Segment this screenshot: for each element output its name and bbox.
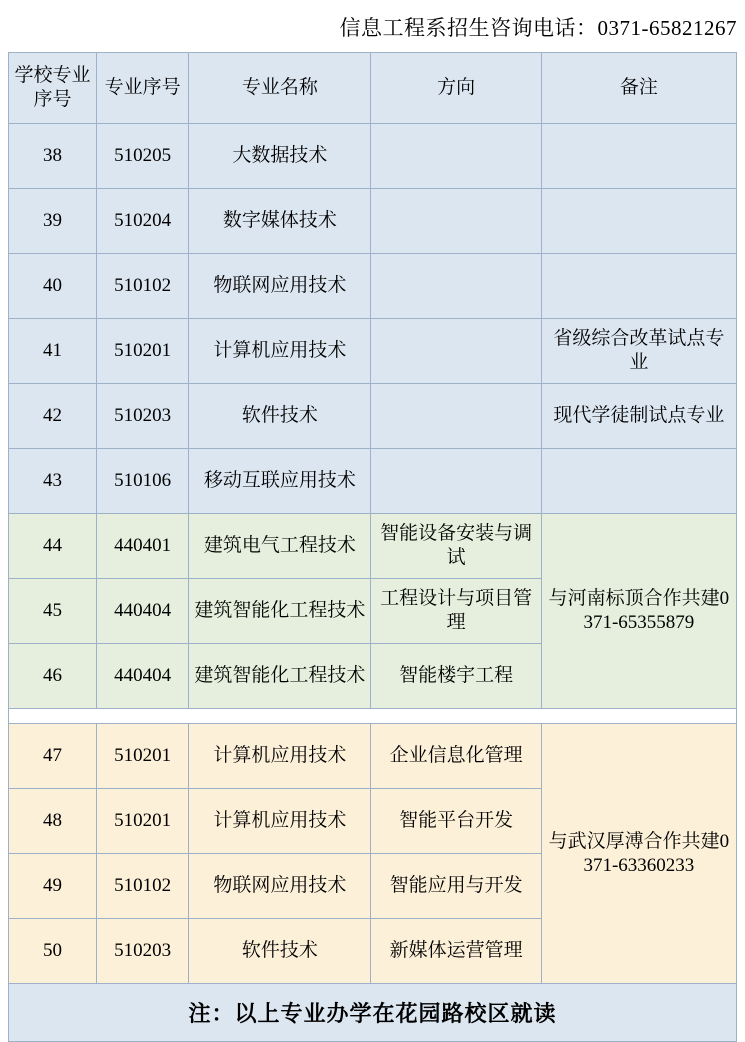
majors-table: [8, 52, 737, 984]
cell-code: 510201: [97, 724, 189, 789]
cell-code: 510106: [97, 449, 189, 514]
cell-direction: [371, 124, 541, 189]
page-title: 信息工程系招生咨询电话：0371-65821267: [339, 16, 737, 40]
cell-code: 510102: [97, 254, 189, 319]
cell-remark: 现代学徒制试点专业: [541, 384, 736, 449]
group-spacer: [9, 709, 737, 724]
cell-remark: [541, 124, 736, 189]
cell-direction: [371, 449, 541, 514]
cell-direction: [371, 189, 541, 254]
column-header-major-no: 专业序号: [97, 53, 189, 124]
cell-name: 大数据技术: [189, 124, 371, 189]
cell-no: 41: [9, 319, 97, 384]
cell-no: 42: [9, 384, 97, 449]
cell-code: 440404: [97, 644, 189, 709]
cell-code: 510205: [97, 124, 189, 189]
cell-code: 510204: [97, 189, 189, 254]
cell-name: 建筑智能化工程技术: [189, 644, 371, 709]
cell-direction: 智能楼宇工程: [371, 644, 541, 709]
table-body: [9, 124, 737, 984]
table-row: [9, 449, 737, 514]
cell-no: 47: [9, 724, 97, 789]
cell-name: 软件技术: [189, 919, 371, 984]
table-row: [9, 319, 737, 384]
cell-remark: [541, 254, 736, 319]
cell-remark: 省级综合改革试点专业: [541, 319, 736, 384]
cell-name: 计算机应用技术: [189, 724, 371, 789]
table-row: [9, 254, 737, 319]
cell-name: 计算机应用技术: [189, 789, 371, 854]
cell-no: 45: [9, 579, 97, 644]
cell-no: 39: [9, 189, 97, 254]
column-header-direction: 方向: [371, 53, 541, 124]
table-row: [9, 724, 737, 789]
cell-no: 40: [9, 254, 97, 319]
cell-code: 510203: [97, 384, 189, 449]
table-header: [9, 53, 737, 124]
cell-no: 49: [9, 854, 97, 919]
cell-direction: 智能设备安装与调试: [371, 514, 541, 579]
cell-name: 软件技术: [189, 384, 371, 449]
cell-name: 移动互联应用技术: [189, 449, 371, 514]
cell-name: 建筑电气工程技术: [189, 514, 371, 579]
cell-direction: [371, 319, 541, 384]
cell-no: 38: [9, 124, 97, 189]
cell-no: 44: [9, 514, 97, 579]
table-row: [9, 124, 737, 189]
footer-note: 注：以上专业办学在花园路校区就读: [8, 984, 737, 1042]
cell-code: 440401: [97, 514, 189, 579]
cell-code: 440404: [97, 579, 189, 644]
cell-direction: [371, 384, 541, 449]
cell-name: 物联网应用技术: [189, 254, 371, 319]
table-header-row: [9, 53, 737, 124]
cell-remark: [541, 449, 736, 514]
cell-code: 510201: [97, 319, 189, 384]
table-row: [9, 189, 737, 254]
cell-remark: [541, 189, 736, 254]
table-row: [9, 384, 737, 449]
cell-name: 建筑智能化工程技术: [189, 579, 371, 644]
cell-direction: 工程设计与项目管理: [371, 579, 541, 644]
cell-remark-merged: 与河南标顶合作共建0371-65355879: [541, 514, 736, 709]
cell-direction: 智能应用与开发: [371, 854, 541, 919]
cell-no: 50: [9, 919, 97, 984]
table-row: [9, 514, 737, 579]
cell-name: 物联网应用技术: [189, 854, 371, 919]
cell-remark-merged: 与武汉厚溥合作共建0371-63360233: [541, 724, 736, 984]
column-header-remark: 备注: [541, 53, 736, 124]
cell-direction: [371, 254, 541, 319]
cell-code: 510102: [97, 854, 189, 919]
cell-code: 510201: [97, 789, 189, 854]
cell-code: 510203: [97, 919, 189, 984]
cell-direction: 智能平台开发: [371, 789, 541, 854]
cell-no: 43: [9, 449, 97, 514]
cell-name: 计算机应用技术: [189, 319, 371, 384]
cell-direction: 新媒体运营管理: [371, 919, 541, 984]
column-header-school-major-no: 学校专业序号: [9, 53, 97, 124]
cell-no: 46: [9, 644, 97, 709]
cell-direction: 企业信息化管理: [371, 724, 541, 789]
column-header-major-name: 专业名称: [189, 53, 371, 124]
cell-no: 48: [9, 789, 97, 854]
cell-name: 数字媒体技术: [189, 189, 371, 254]
